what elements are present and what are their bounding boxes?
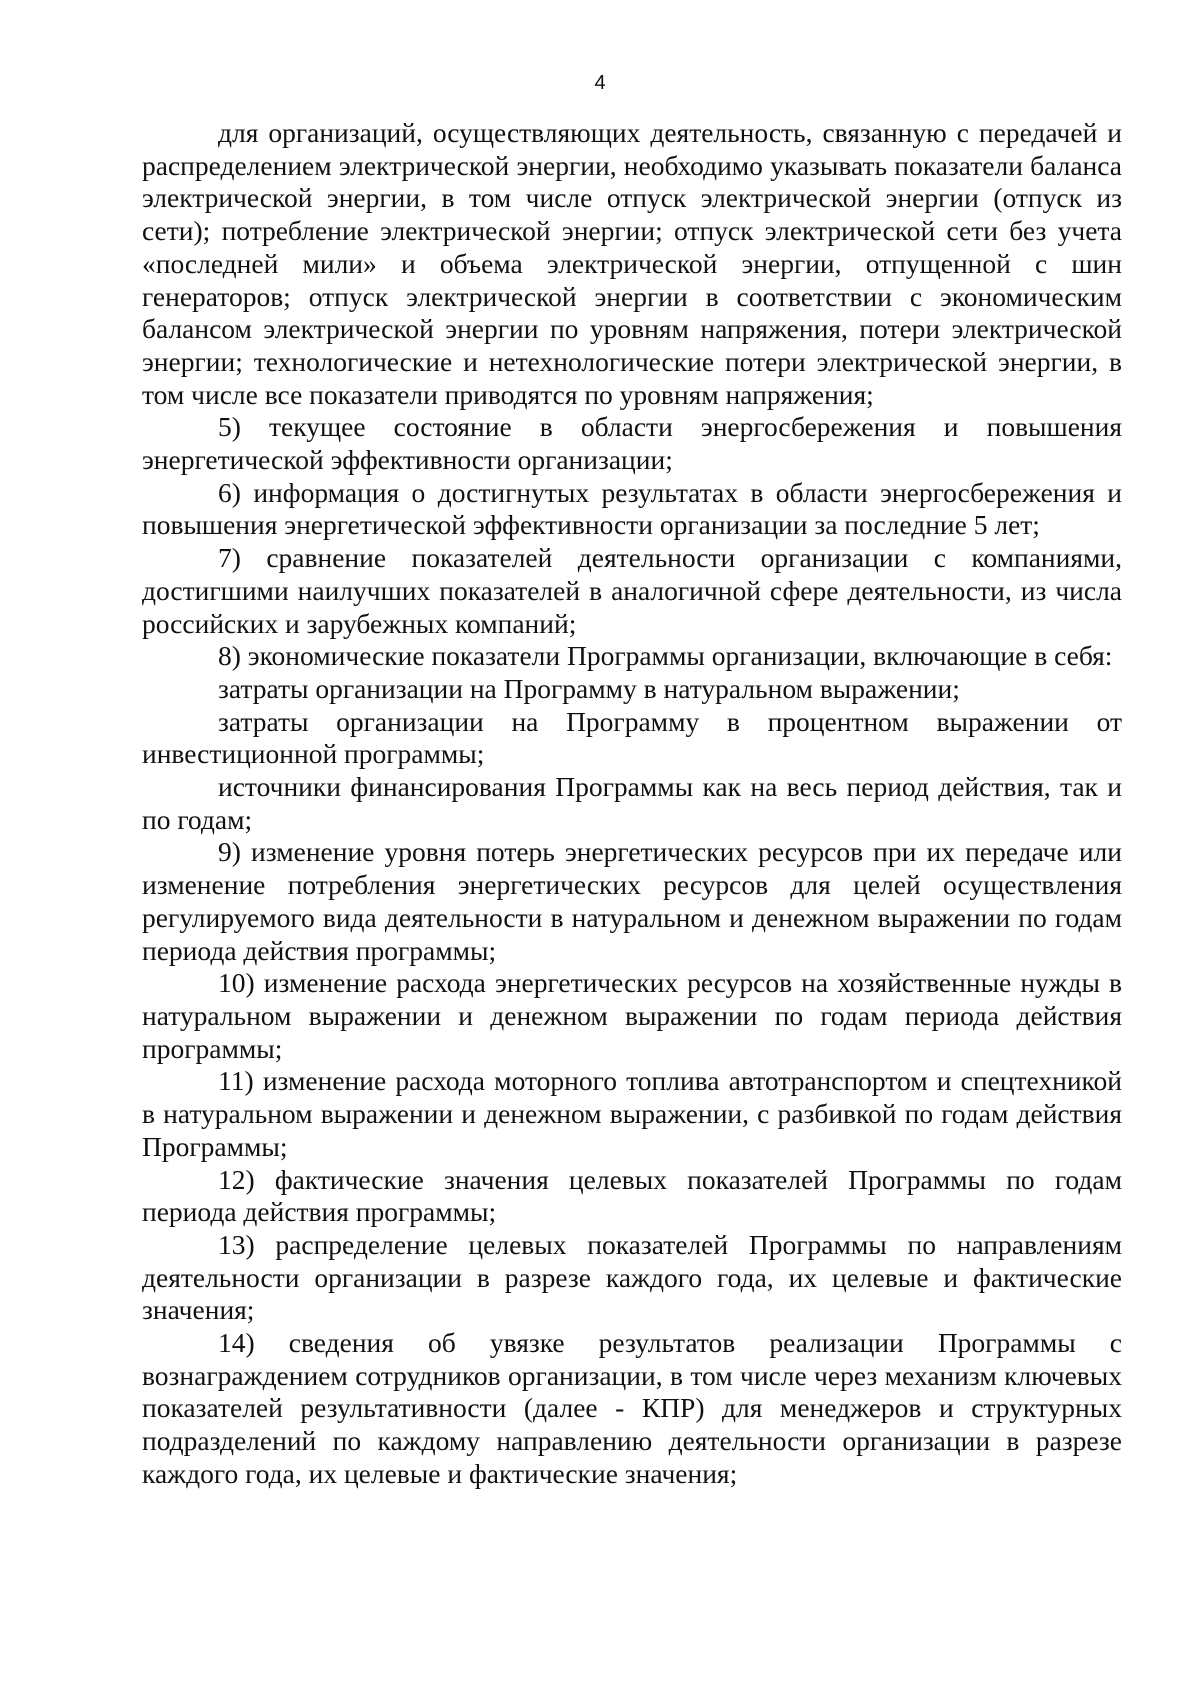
paragraph-item-12: 12) фактические значения целевых показателей Программы по годам периода действия программы; [142,1163,1122,1228]
paragraph-item-8-costs-percent: затраты организации на Программу в процентном выражении от инвестиционной программы; [142,705,1122,770]
paragraph-item-5: 5) текущее состояние в области энергосбережения и повышения энергетической эффективности организации; [142,411,1122,476]
paragraph-item-11: 11) изменение расхода моторного топлива автотранспортом и спецтехникой в натуральном выражении и денежном выражении, с разбивкой по годам действия Программы; [142,1065,1122,1162]
paragraph-item-8-costs-natural: затраты организации на Программу в натуральном выражении; [218,672,960,704]
paragraph-item-14: 14) сведения об увязке результатов реализации Программы с вознаграждением сотрудников организации, в том числе через механизм ключевых показателей результативности (далее - КПР) для менеджеров и структурных подразделений по каждому направлению деятельности организации в разрезе каждого года, их целевые и фактические значения; [142,1327,1122,1489]
paragraph-energy-balance: для организаций, осуществляющих деятельность, связанную с передачей и распределением электрической энергии, необходимо указывать показатели баланса электрической энергии, в том числе отпуск электрической энергии (отпуск из сети); потребление электрической энергии; отпуск электрической сети без учета «последней мили» и объема электрической энергии, отпущенной с шин генераторов; отпуск электрической энергии в соответствии с экономическим балансом электрической энергии по уровням напряжения, потери электрической энергии; технологические и нетехнологические потери электрической энергии, в том числе все показатели приводятся по уровням напряжения; [142,117,1122,410]
paragraph-item-8: 8) экономические показатели Программы организации, включающие в себя: [218,640,1113,672]
paragraph-item-8-funding-sources: источники финансирования Программы как на весь период действия, так и по годам; [142,771,1122,835]
paragraph-item-13: 13) распределение целевых показателей Программы по направлениям деятельности организации в разрезе каждого года, их целевые и фактические значения; [142,1228,1122,1326]
page-number: 4 [594,72,606,94]
paragraph-item-10: 10) изменение расхода энергетических ресурсов на хозяйственные нужды в натуральном выражении и денежном выражении по годам периода действия программы; [142,967,1122,1064]
document-body [142,117,1122,1491]
paragraph-item-6: 6) информация о достигнутых результатах в области энергосбережения и повышения энергетической эффективности организации за последние 5 лет; [142,476,1122,541]
paragraph-item-9: 9) изменение уровня потерь энергетических ресурсов при их передаче или изменение потребления энергетических ресурсов для целей осуществления регулируемого вида деятельности в натуральном и денежном выражении по годам периода действия программы; [142,836,1122,966]
paragraph-item-7: 7) сравнение показателей деятельности организации с компаниями, достигшими наилучших показателей в аналогичной сфере деятельности, из числа российских и зарубежных компаний; [142,542,1122,639]
